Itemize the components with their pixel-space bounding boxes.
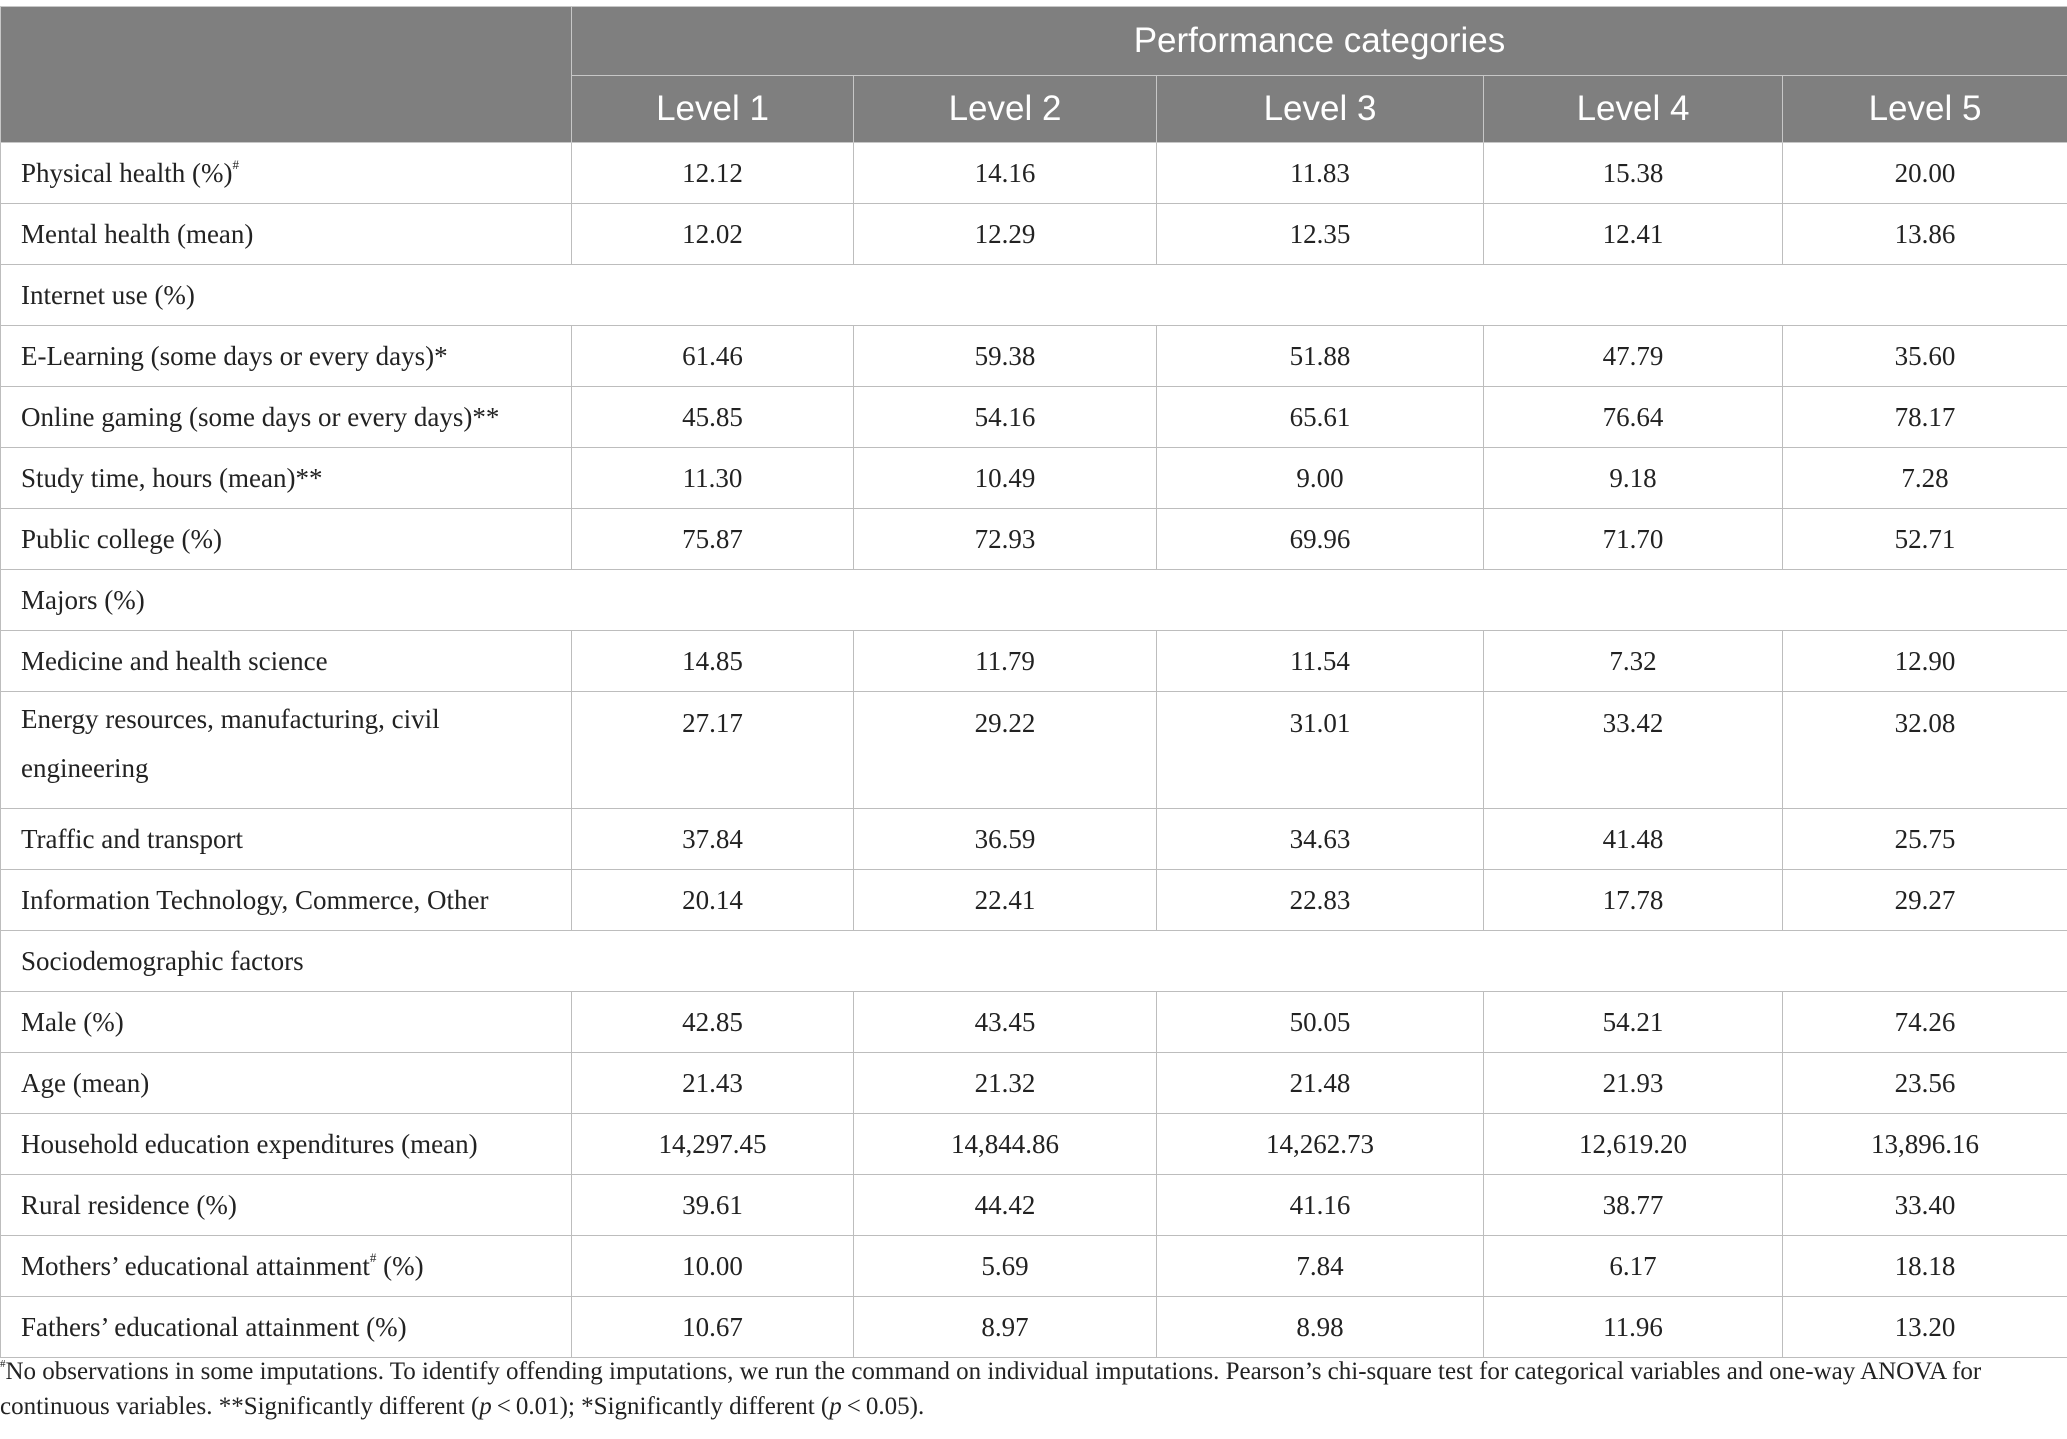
footnote-marker: # — [232, 157, 239, 172]
value-cell-level-5: 12.90 — [1783, 631, 2067, 692]
row-label-cell — [1, 387, 572, 448]
value-cell-level-3: 51.88 — [1157, 326, 1484, 387]
column-header-level-2: Level 2 — [854, 76, 1157, 143]
table-row — [1, 448, 2067, 509]
footnote-text-part3: < 0.05). — [841, 1393, 925, 1420]
row-label-cell — [1, 692, 572, 809]
value-cell-level-1: 14,297.45 — [572, 1114, 854, 1175]
section-label: Sociodemographic factors — [1, 931, 2067, 992]
value-cell-level-4: 7.32 — [1484, 631, 1783, 692]
table-row — [1, 143, 2067, 204]
value-cell-level-2: 43.45 — [854, 992, 1157, 1053]
value-cell-level-4: 76.64 — [1484, 387, 1783, 448]
section-label: Internet use (%) — [1, 265, 2067, 326]
row-label: Medicine and health science — [21, 646, 328, 676]
value-cell-level-2: 72.93 — [854, 509, 1157, 570]
row-label: Mothers’ educational attainment — [21, 1251, 370, 1281]
value-cell-level-5: 32.08 — [1783, 692, 2067, 809]
row-label-cell — [1, 631, 572, 692]
value-cell-level-3: 69.96 — [1157, 509, 1484, 570]
table-row — [1, 1053, 2067, 1114]
row-label-cell — [1, 1297, 572, 1358]
column-header-level-4: Level 4 — [1484, 76, 1783, 143]
row-label-cell — [1, 870, 572, 931]
value-cell-level-2: 14,844.86 — [854, 1114, 1157, 1175]
value-cell-level-2: 29.22 — [854, 692, 1157, 809]
row-label-cell — [1, 1114, 572, 1175]
table-row — [1, 1175, 2067, 1236]
value-cell-level-4: 11.96 — [1484, 1297, 1783, 1358]
row-label-cell — [1, 326, 572, 387]
row-label: Fathers’ educational attainment (%) — [21, 1312, 407, 1342]
value-cell-level-3: 7.84 — [1157, 1236, 1484, 1297]
value-cell-level-5: 13.86 — [1783, 204, 2067, 265]
table-row — [1, 509, 2067, 570]
value-cell-level-4: 17.78 — [1484, 870, 1783, 931]
value-cell-level-3: 8.98 — [1157, 1297, 1484, 1358]
footnote-marker: # — [0, 1358, 6, 1370]
row-label: Energy resources, manufacturing, civil engineering — [21, 704, 440, 783]
value-cell-level-3: 34.63 — [1157, 809, 1484, 870]
table-row — [1, 692, 2067, 809]
value-cell-level-3: 65.61 — [1157, 387, 1484, 448]
value-cell-level-2: 44.42 — [854, 1175, 1157, 1236]
value-cell-level-4: 21.93 — [1484, 1053, 1783, 1114]
value-cell-level-3: 22.83 — [1157, 870, 1484, 931]
value-cell-level-4: 47.79 — [1484, 326, 1783, 387]
table-row — [1, 1236, 2067, 1297]
value-cell-level-5: 74.26 — [1783, 992, 2067, 1053]
value-cell-level-2: 14.16 — [854, 143, 1157, 204]
performance-table — [0, 6, 2067, 1358]
value-cell-level-4: 38.77 — [1484, 1175, 1783, 1236]
row-label-cell — [1, 448, 572, 509]
table-row — [1, 387, 2067, 448]
value-cell-level-5: 7.28 — [1783, 448, 2067, 509]
value-cell-level-2: 5.69 — [854, 1236, 1157, 1297]
value-cell-level-2: 21.32 — [854, 1053, 1157, 1114]
value-cell-level-3: 11.83 — [1157, 143, 1484, 204]
table-container — [0, 6, 2067, 1358]
value-cell-level-2: 10.49 — [854, 448, 1157, 509]
value-cell-level-2: 11.79 — [854, 631, 1157, 692]
value-cell-level-4: 54.21 — [1484, 992, 1783, 1053]
row-label: Information Technology, Commerce, Other — [21, 885, 489, 915]
table-body — [1, 143, 2067, 1358]
value-cell-level-5: 35.60 — [1783, 326, 2067, 387]
value-cell-level-4: 71.70 — [1484, 509, 1783, 570]
value-cell-level-1: 37.84 — [572, 809, 854, 870]
value-cell-level-3: 11.54 — [1157, 631, 1484, 692]
table-row — [1, 870, 2067, 931]
table-row — [1, 204, 2067, 265]
value-cell-level-2: 12.29 — [854, 204, 1157, 265]
row-label-cell — [1, 204, 572, 265]
value-cell-level-3: 50.05 — [1157, 992, 1484, 1053]
value-cell-level-5: 78.17 — [1783, 387, 2067, 448]
row-label: Traffic and transport — [21, 824, 243, 854]
section-row — [1, 570, 2067, 631]
value-cell-level-4: 12.41 — [1484, 204, 1783, 265]
row-label: Public college (%) — [21, 524, 222, 554]
value-cell-level-1: 61.46 — [572, 326, 854, 387]
group-header: Performance categories — [572, 7, 2067, 76]
value-cell-level-4: 15.38 — [1484, 143, 1783, 204]
row-label: Rural residence (%) — [21, 1190, 237, 1220]
footnote-p-symbol-2: p — [829, 1393, 842, 1420]
table-row — [1, 1114, 2067, 1175]
header-corner-cell — [1, 7, 572, 143]
footnote-text-part1: No observations in some imputations. To identify offending imputations, we run the command on individual imputations. Pearson’s chi-square test for categorical variables and one-way ANOVA for continuous variables. **Significantly different ( — [0, 1358, 1982, 1420]
value-cell-level-5: 29.27 — [1783, 870, 2067, 931]
section-label: Majors (%) — [1, 570, 2067, 631]
value-cell-level-1: 39.61 — [572, 1175, 854, 1236]
footnote-marker: # — [369, 1250, 377, 1265]
value-cell-level-3: 9.00 — [1157, 448, 1484, 509]
value-cell-level-1: 12.02 — [572, 204, 854, 265]
row-label-cell — [1, 809, 572, 870]
row-label: Household education expenditures (mean) — [21, 1129, 478, 1159]
value-cell-level-1: 21.43 — [572, 1053, 854, 1114]
row-label: Study time, hours (mean)** — [21, 463, 323, 493]
value-cell-level-1: 45.85 — [572, 387, 854, 448]
value-cell-level-3: 12.35 — [1157, 204, 1484, 265]
value-cell-level-1: 27.17 — [572, 692, 854, 809]
row-label-cell — [1, 1175, 572, 1236]
value-cell-level-2: 36.59 — [854, 809, 1157, 870]
row-label: Online gaming (some days or every days)** — [21, 402, 500, 432]
value-cell-level-1: 42.85 — [572, 992, 854, 1053]
value-cell-level-5: 52.71 — [1783, 509, 2067, 570]
table-row — [1, 992, 2067, 1053]
row-label-suffix: (%) — [376, 1251, 424, 1281]
value-cell-level-5: 20.00 — [1783, 143, 2067, 204]
value-cell-level-4: 41.48 — [1484, 809, 1783, 870]
value-cell-level-4: 33.42 — [1484, 692, 1783, 809]
table-header — [1, 7, 2067, 143]
value-cell-level-3: 31.01 — [1157, 692, 1484, 809]
value-cell-level-4: 12,619.20 — [1484, 1114, 1783, 1175]
value-cell-level-5: 25.75 — [1783, 809, 2067, 870]
row-label: Mental health (mean) — [21, 219, 254, 249]
row-label: Physical health (%) — [21, 158, 233, 188]
row-label-cell — [1, 143, 572, 204]
table-row — [1, 1297, 2067, 1358]
value-cell-level-5: 13,896.16 — [1783, 1114, 2067, 1175]
row-label-cell — [1, 1053, 572, 1114]
row-label: E-Learning (some days or every days)* — [21, 341, 448, 371]
value-cell-level-1: 10.67 — [572, 1297, 854, 1358]
value-cell-level-1: 10.00 — [572, 1236, 854, 1297]
row-label-cell — [1, 509, 572, 570]
value-cell-level-1: 12.12 — [572, 143, 854, 204]
row-label-cell — [1, 992, 572, 1053]
value-cell-level-1: 20.14 — [572, 870, 854, 931]
value-cell-level-5: 13.20 — [1783, 1297, 2067, 1358]
value-cell-level-2: 59.38 — [854, 326, 1157, 387]
footnote-text-part2: < 0.01); *Significantly different ( — [491, 1393, 830, 1420]
column-header-level-1: Level 1 — [572, 76, 854, 143]
value-cell-level-5: 23.56 — [1783, 1053, 2067, 1114]
value-cell-level-2: 22.41 — [854, 870, 1157, 931]
value-cell-level-4: 6.17 — [1484, 1236, 1783, 1297]
section-row — [1, 265, 2067, 326]
section-row — [1, 931, 2067, 992]
row-label: Age (mean) — [21, 1068, 150, 1098]
table-row — [1, 326, 2067, 387]
value-cell-level-3: 21.48 — [1157, 1053, 1484, 1114]
row-label: Male (%) — [21, 1007, 124, 1037]
value-cell-level-1: 11.30 — [572, 448, 854, 509]
value-cell-level-1: 14.85 — [572, 631, 854, 692]
column-header-level-5: Level 5 — [1783, 76, 2067, 143]
value-cell-level-2: 8.97 — [854, 1297, 1157, 1358]
value-cell-level-1: 75.87 — [572, 509, 854, 570]
value-cell-level-5: 18.18 — [1783, 1236, 2067, 1297]
value-cell-level-3: 41.16 — [1157, 1175, 1484, 1236]
value-cell-level-3: 14,262.73 — [1157, 1114, 1484, 1175]
table-footnote — [0, 1354, 2060, 1424]
table-row — [1, 809, 2067, 870]
footnote-p-symbol-1: p — [479, 1393, 492, 1420]
table-row — [1, 631, 2067, 692]
value-cell-level-2: 54.16 — [854, 387, 1157, 448]
column-header-level-3: Level 3 — [1157, 76, 1484, 143]
value-cell-level-5: 33.40 — [1783, 1175, 2067, 1236]
row-label-cell — [1, 1236, 572, 1297]
value-cell-level-4: 9.18 — [1484, 448, 1783, 509]
